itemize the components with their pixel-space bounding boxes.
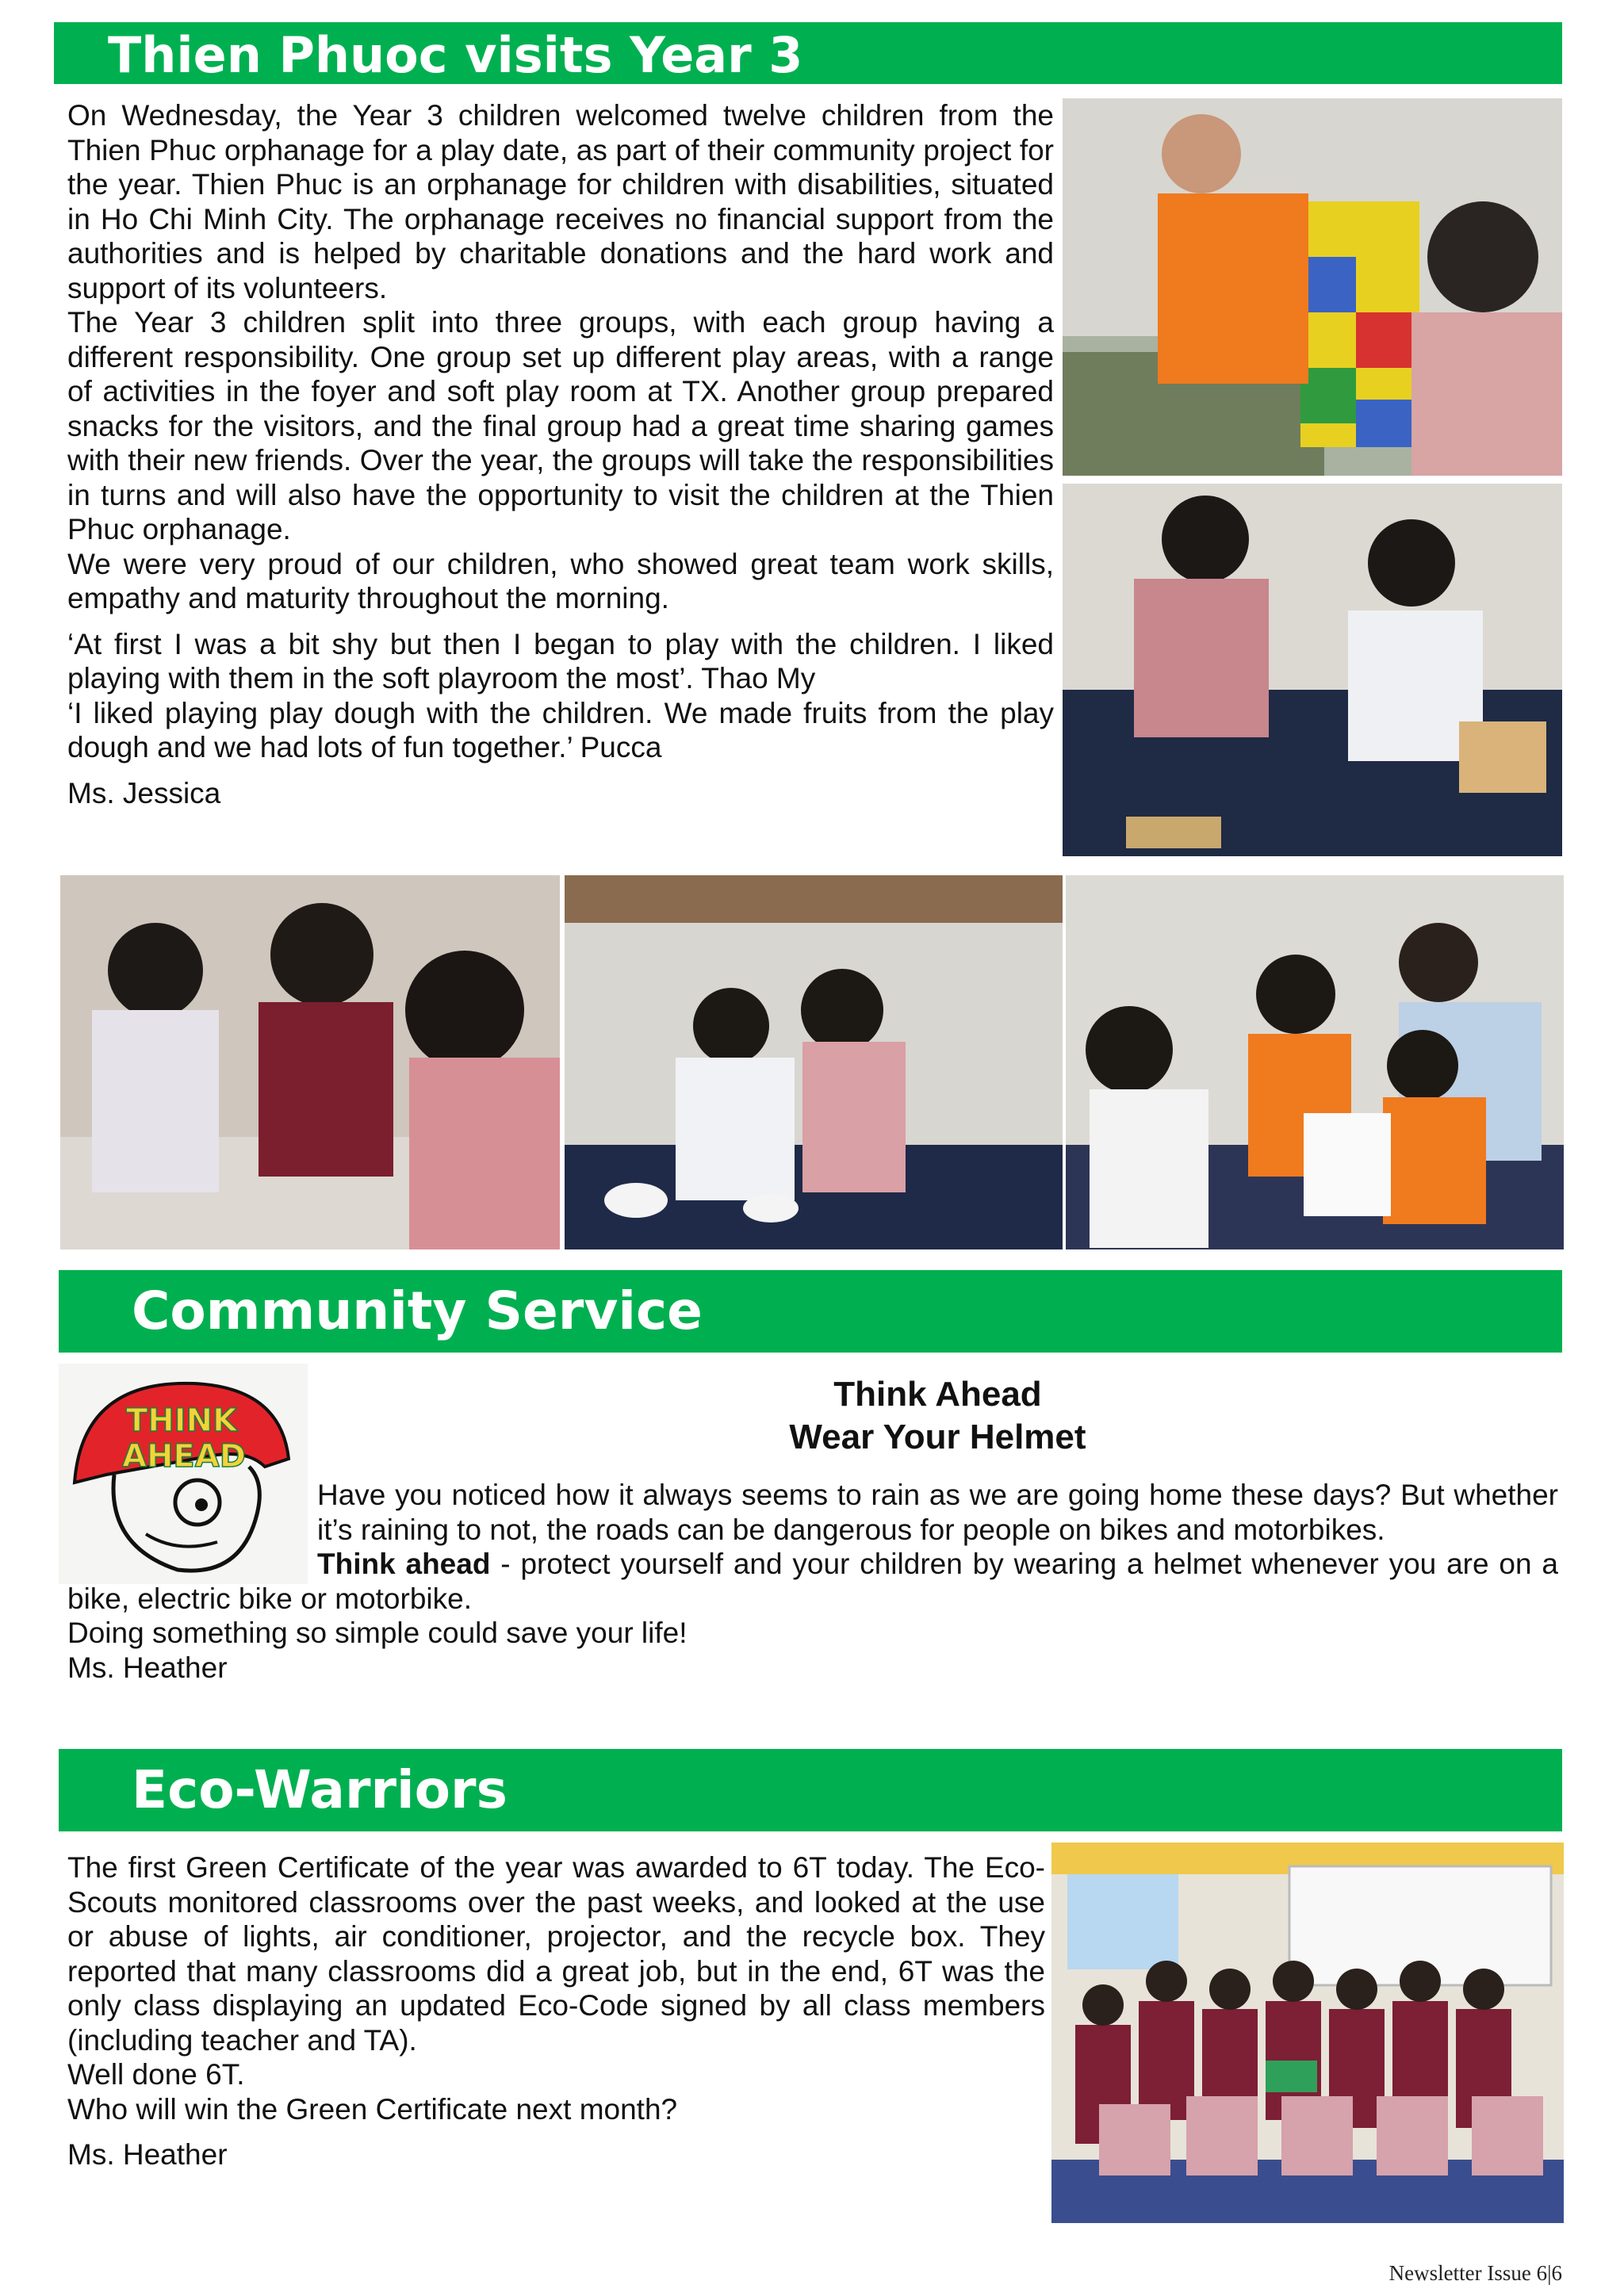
page-footer: Newsletter Issue 6|6 (1388, 2261, 1562, 2285)
article-paragraph: Well done 6T. (67, 2058, 245, 2091)
photo-lego-play (1063, 98, 1562, 476)
photo-class-6t-group (1051, 1843, 1564, 2223)
article-author: Ms. Jessica (67, 776, 221, 809)
article-paragraph: We were very proud of our children, who showed great team work skills, empathy and maturity throughout the morning. (67, 547, 1054, 614)
quote-paragraph: ‘I liked playing play dough with the children. We made fruits from the play dough and we had lots of fun together.’ Pucca (67, 696, 1054, 763)
article-paragraph: Have you noticed how it always seems to rain as we are going home these days? But whether it’s raining to not, the roads can be dangerous for people on bikes and motorbikes. (317, 1479, 1558, 1546)
quote-paragraph: ‘At first I was a bit shy but then I began to play with the children. I liked playing with them in the soft playroom the most’. Thao My (67, 627, 1054, 695)
photo-mat-play (1063, 484, 1562, 856)
article-paragraph (67, 1547, 1558, 1616)
section-title: Thien Phuoc visits Year 3 (108, 26, 803, 84)
drawing-text-ahead: AHEAD (122, 1438, 246, 1475)
photo-play-dough (565, 875, 1063, 1249)
article-eco-warriors (67, 1850, 1045, 2172)
article-thien-phuoc (67, 98, 1054, 810)
section-banner-thien-phuoc (54, 22, 1562, 84)
bold-lead: Think ahead (317, 1548, 491, 1580)
article-paragraph: On Wednesday, the Year 3 children welcomed twelve children from the Thien Phuc orphanage for a play date, as part of their community project for the year. Thien Phuc is an orphanage for children with disabilities, situated in Ho Chi Minh City. The orphanage receives no financial support from the authorities and is helped by charitable donations and the hard work and support of its volunteers. (67, 99, 1054, 304)
photo-reading-card (1066, 875, 1564, 1249)
article-author: Ms. Heather (67, 2138, 228, 2171)
paragraph-text: - protect yourself and your children by wearing a helmet whenever you are on a bike, electric bike or motorbike. (67, 1548, 1558, 1615)
photo-snack-sharing (60, 875, 560, 1249)
drawing-text-think: THINK (126, 1402, 238, 1439)
section-title: Eco-Warriors (132, 1759, 508, 1820)
article-subheading: Wear Your Helmet (789, 1418, 1086, 1456)
article-paragraph: Doing something so simple could save your life! (67, 1617, 688, 1649)
article-paragraph: The Year 3 children split into three groups, with each group having a different responsibility. One group set up different play areas, with a range of activities in the foyer and soft play room at TX. Another group prepared snacks for the visitors, and the final group had a great time sharing games with their new friends. Over the year, the groups will take the responsibilities in turns and will also have the opportunity to visit the children at the Thien Phuc orphanage. (67, 306, 1054, 545)
section-banner-community-service (59, 1270, 1562, 1353)
article-author: Ms. Heather (67, 1651, 228, 1684)
article-paragraph: Who will win the Green Certificate next month? (67, 2092, 678, 2126)
article-community-service (67, 1373, 1558, 1685)
section-title: Community Service (132, 1280, 703, 1341)
article-heading: Think Ahead (833, 1375, 1042, 1414)
section-banner-eco-warriors (59, 1749, 1562, 1831)
article-paragraph: The first Green Certificate of the year was awarded to 6T today. The Eco-Scouts monitored classrooms over the past weeks, and looked at the use or abuse of lights, air conditioner, projector, and the recycle box. They reported that many classrooms did a great job, but in the end, 6T was the only class displaying an updated Eco-Code signed by all class members (including teacher and TA). (67, 1851, 1045, 2057)
